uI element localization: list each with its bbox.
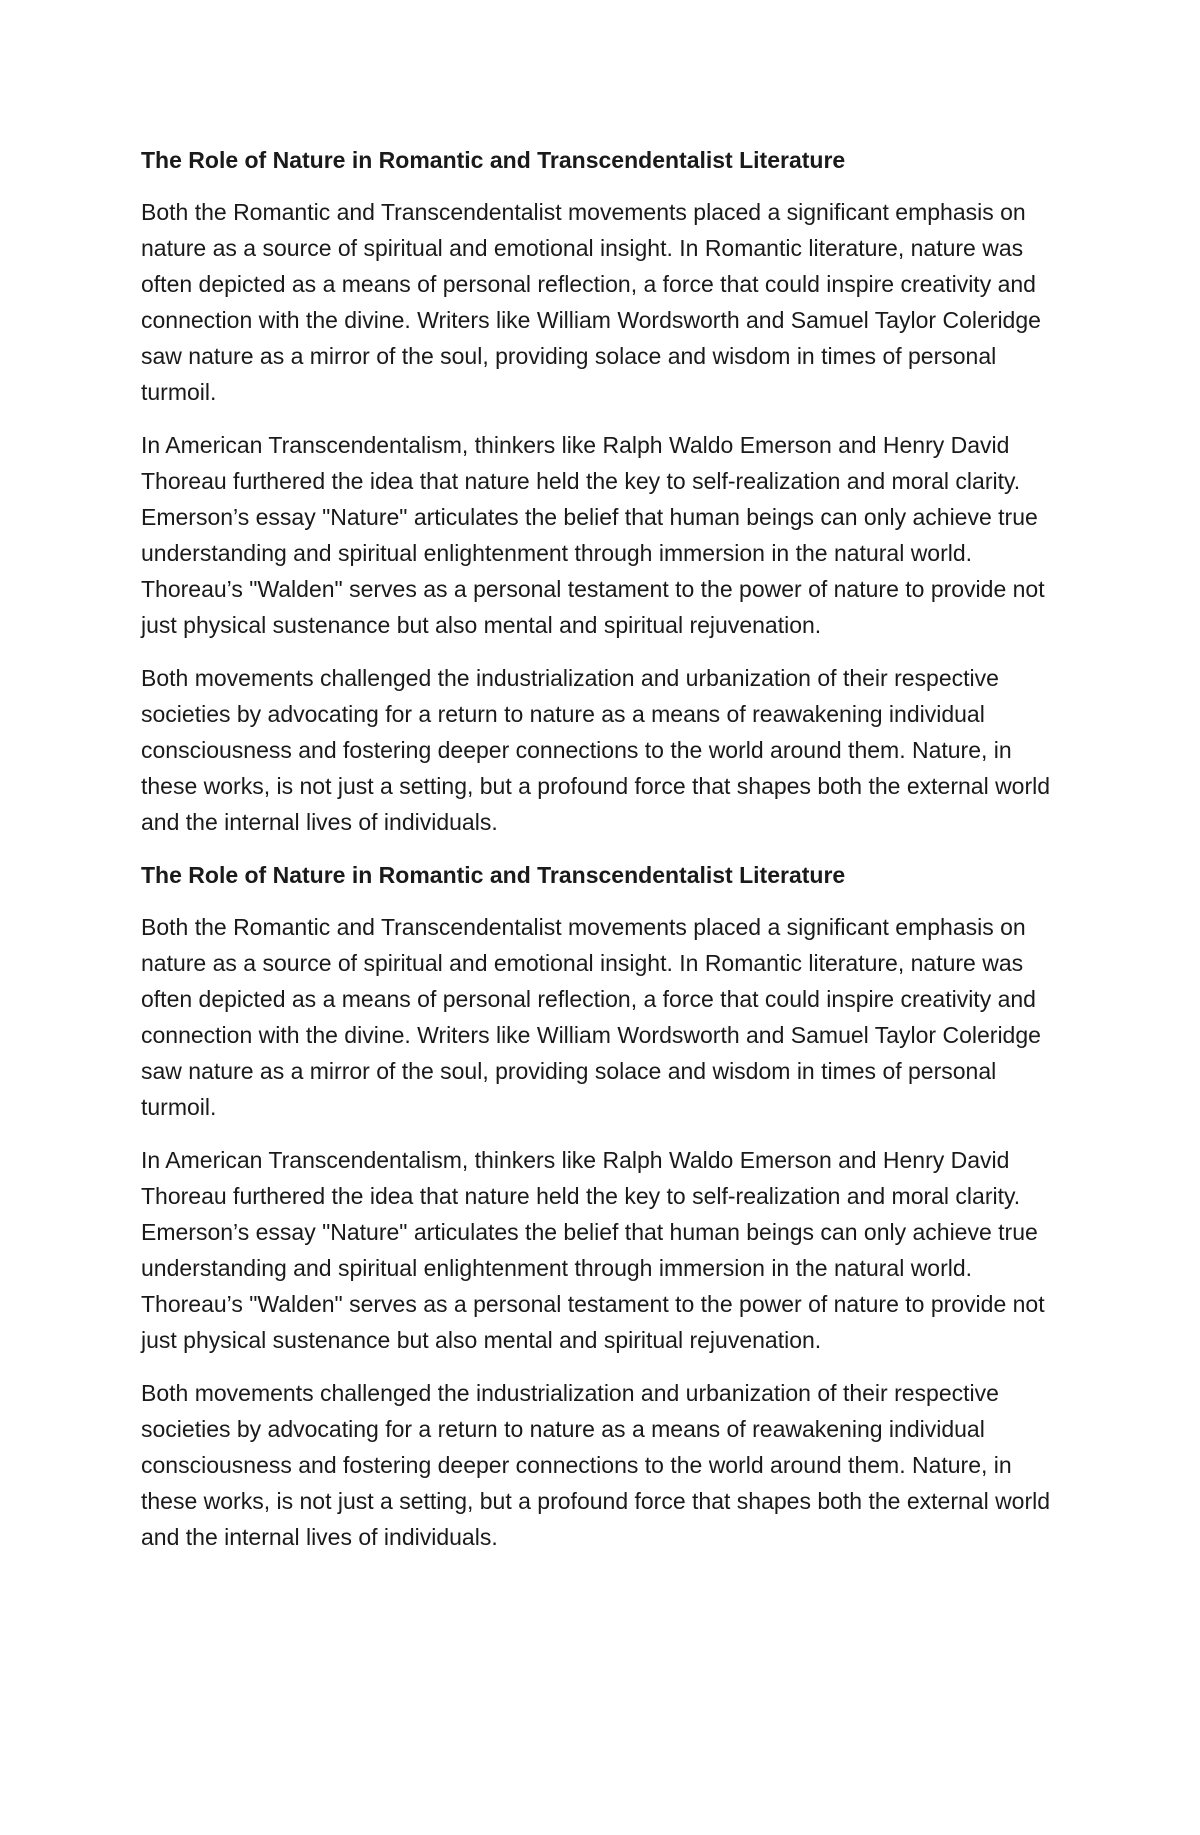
section-heading: The Role of Nature in Romantic and Transcendentalist Literature	[141, 147, 846, 173]
paragraph: In American Transcendentalism, thinkers like Ralph Waldo Emerson and Henry David Thoreau furthered the idea that nature held the key to self-realization and moral clarity. Emerson’s essay "Nature" articulates the belief that human beings can only achieve true understanding and spiritual enlightenment through immersion in the natural world. Thoreau’s "Walden" serves as a personal testament to the power of nature to provide not just physical sustenance but also mental and spiritual rejuvenation.	[141, 1147, 1045, 1353]
paragraph: Both the Romantic and Transcendentalist movements placed a significant emphasis on nature as a source of spiritual and emotional insight. In Romantic literature, nature was often depicted as a means of personal reflection, a force that could inspire creativity and connection with the divine. Writers like William Wordsworth and Samuel Taylor Coleridge saw nature as a mirror of the soul, providing solace and wisdom in times of personal turmoil.	[141, 914, 1041, 1120]
paragraph: In American Transcendentalism, thinkers like Ralph Waldo Emerson and Henry David Thoreau furthered the idea that nature held the key to self-realization and moral clarity. Emerson’s essay "Nature" articulates the belief that human beings can only achieve true understanding and spiritual enlightenment through immersion in the natural world. Thoreau’s "Walden" serves as a personal testament to the power of nature to provide not just physical sustenance but also mental and spiritual rejuvenation.	[141, 432, 1045, 638]
paragraph: Both movements challenged the industrialization and urbanization of their respective societies by advocating for a return to nature as a means of reawakening individual consciousness and fostering deeper connections to the world around them. Nature, in these works, is not just a setting, but a profound force that shapes both the external world and the internal lives of individuals.	[141, 665, 1051, 835]
paragraph: Both movements challenged the industrialization and urbanization of their respective societies by advocating for a return to nature as a means of reawakening individual consciousness and fostering deeper connections to the world around them. Nature, in these works, is not just a setting, but a profound force that shapes both the external world and the internal lives of individuals.	[141, 1380, 1051, 1550]
paragraph: Both the Romantic and Transcendentalist movements placed a significant emphasis on nature as a source of spiritual and emotional insight. In Romantic literature, nature was often depicted as a means of personal reflection, a force that could inspire creativity and connection with the divine. Writers like William Wordsworth and Samuel Taylor Coleridge saw nature as a mirror of the soul, providing solace and wisdom in times of personal turmoil.	[141, 199, 1041, 405]
section-heading: The Role of Nature in Romantic and Transcendentalist Literature	[141, 862, 846, 888]
section-2	[141, 857, 1071, 1555]
section-1	[141, 142, 1071, 840]
document-body	[141, 142, 1071, 1572]
